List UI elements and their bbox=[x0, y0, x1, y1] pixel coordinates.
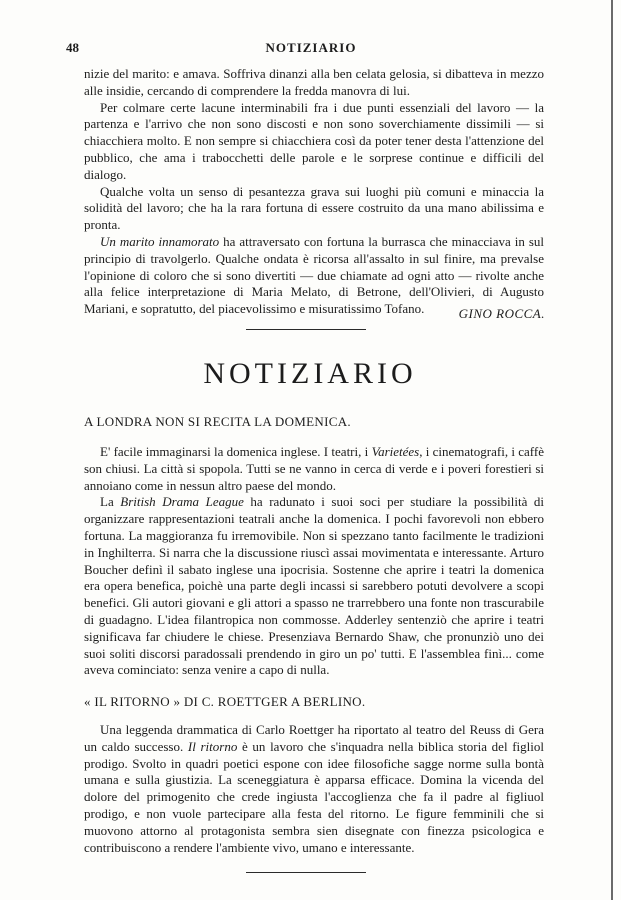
review-paragraph-2: Per colmare certe lacune interminabili fra i due punti essenziali del lavoro — la partenza e l'arrivo che non sono discosti e non sono soverchiamente dissimili — si chiacchiera molto. E non sempre si chiacchiera così da poter tener desta l'attenzione del pubblico, che ama i trabocchetti delle parole e le sorprese continue e difficili del dialogo. bbox=[84, 99, 544, 182]
section-title: NOTIZIARIO bbox=[203, 357, 417, 390]
end-rule bbox=[246, 872, 366, 873]
london-p1-text-b: , i cinematografi, i caffè son chiusi. La città si spopola. Tutti se ne vanno in cerca di verde e i poveri forestieri si annoiano come in nessun altro paese del mondo. bbox=[84, 444, 544, 493]
divider-rule bbox=[246, 329, 366, 330]
london-p1-text-a: E' facile immaginarsi la domenica inglese. I teatri, i bbox=[100, 444, 372, 459]
review-paragraph-3: Qualche volta un senso di pesantezza grava sui luoghi più comuni e minaccia la solidità del lavoro; che ha la rara fortuna di essere costruito da una mano abilissima e pronta. bbox=[84, 183, 544, 233]
london-paragraph-2 bbox=[84, 494, 544, 679]
london-p2-text-a: La bbox=[100, 494, 121, 510]
page-number: 48 bbox=[66, 40, 79, 55]
berlin-heading: « IL RITORNO » DI C. ROETTGER A BERLINO. bbox=[84, 694, 366, 709]
varietees-term: Varietées bbox=[371, 444, 420, 459]
london-heading: A LONDRA NON SI RECITA LA DOMENICA. bbox=[84, 414, 351, 429]
london-article bbox=[84, 444, 544, 679]
running-title: NOTIZIARIO bbox=[265, 40, 357, 55]
author-signature: GINO ROCCA. bbox=[458, 306, 545, 321]
berlin-p1-text-b: è un lavoro che s'inquadra nella biblica storia del figliol prodigo. Svolto in quadri poetici espone con idee filosofiche sagge norme sulla bontà umana e sulla giustizia. La sceneggiatura è apparsa efficace. Domina la vicenda del dolore del primogenito che crede ingiusta l'accoglienza che fa il padre al figliuol prodigo, e non vuole partecipare alla festa del ritorno. Le figure femminili che si muovono attorno al protagonista sembra sien disegnate con finezza psicologica e contribuiscono a rendere l'ambiente vivo, umano e interessante. bbox=[84, 738, 544, 855]
review-text bbox=[84, 66, 544, 318]
london-paragraph-1 bbox=[84, 444, 544, 494]
berlin-p1-text-a: Una leggenda drammatica di Carlo Roettger ha riportato al teatro del Reuss di Gera un caldo successo. bbox=[84, 722, 544, 754]
play-title: Un marito innamorato bbox=[100, 233, 220, 249]
drama-league-name: British Drama League bbox=[120, 494, 244, 510]
review-paragraph-1: nizie del marito: e amava. Soffriva dinanzi alla ben celata gelosia, si dibatteva in mezzo alle insidie, cercando di comprendere la fredda manovra di lui. bbox=[84, 66, 544, 98]
berlin-article bbox=[84, 722, 544, 856]
berlin-paragraph-1 bbox=[84, 722, 544, 856]
london-p2-text-b: ha radunato i suoi soci per studiare la possibilità di organizzare rappresentazioni teatrali anche la domenica. I pochi favorevoli non ebbero fortuna. La maggioranza fu irremovibile. Non si spezzano tanto facilmente le tradizioni in Inghilterra. Si narra che la discussione riuscì assai movimentata e interessante. Arturo Boucher definì il sabato inglese una ipocrisia. Sostenne che aprire i teatri la domenica era opera benefica, poichè una parte degli incassi si sarebbero potuti devolvere a scopi benefici. Gli autori giovani e gli attori a spasso ne trarrebbero una fonte non trascurabile di guadagno. L'idea filantropica non commosse. Adderley sentenziò che aprire i teatri significava far chiudere le chiese. Presenziava Bernardo Shaw, che pronunziò uno dei suoi soliti discorsi paradossali prendendo in giro un po' tutti. E l'assemblea finì... come aveva cominciato: senza venire a capo di nulla. bbox=[84, 494, 544, 678]
page-header bbox=[66, 40, 556, 58]
page-edge-shadow bbox=[611, 0, 613, 900]
review-paragraph-4-text: ha attraversato con fortuna la burrasca che minacciava in sul principio di travolgerlo. Qualche ondata è ricorsa all'assalto in sul finire, ma prevalse l'opinione di coloro che si sono divertiti — due chiamate ad ogni atto — rivolte anche alla felice interpretazione di Maria Melato, di Betrone, dell'Olivieri, di Augusto Mariani, e sopratutto, del piacevolissimo e misuratissimo Tofano. bbox=[84, 233, 544, 317]
ritorno-title: Il ritorno bbox=[187, 738, 238, 754]
